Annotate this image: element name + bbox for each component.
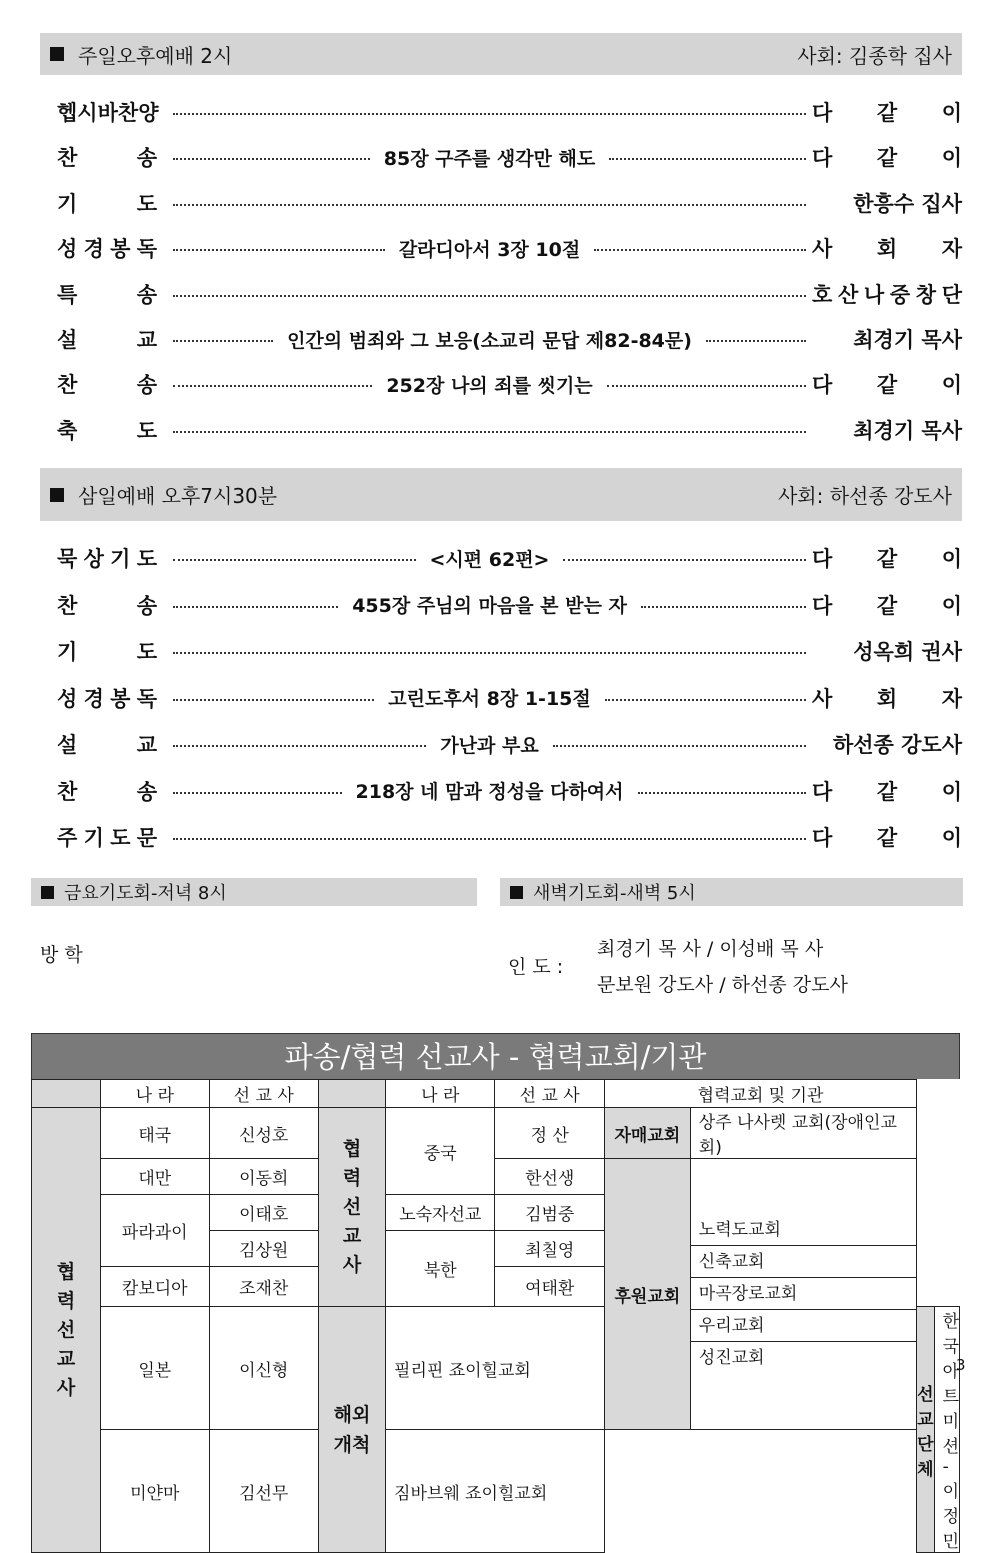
mission-section [31,1033,960,1079]
left-name-3: 김상원 [209,1231,318,1267]
char: 같 [876,101,898,125]
left-name-6: 김선무 [209,1430,318,1553]
char: 기 [83,826,104,850]
header-country: 나 라 [101,1080,210,1108]
dotted-leader [553,745,806,747]
dawn-prayer-title: 새벽기도회-새벽 5시 [533,883,696,904]
overseas-label-part: 개척 [333,1433,371,1456]
sunday-order-row [57,137,962,177]
wednesday-service-header [40,468,962,521]
sunday-order-label [57,415,157,445]
overseas-item-0: 필리핀 죠이힐교회 [386,1307,605,1430]
sister-church: 상주 나사렛 교회(장애인교회) [690,1108,916,1159]
char: 호 [812,282,833,307]
dotted-leader [173,699,374,701]
left-name-0: 신성호 [209,1108,318,1159]
char: 도 [136,191,157,216]
char: 양 [138,101,159,125]
vertical-char: 협 [342,1137,362,1160]
char: 이 [941,779,962,804]
char: 교 [136,733,157,757]
friday-prayer-title: 금요기도회-저녁 8시 [64,883,227,904]
sunday-order-row [57,364,962,404]
square-bullet-icon [510,886,523,899]
char: 교 [136,328,157,352]
char: 찬 [57,593,78,618]
char: 이 [941,547,962,571]
dawn-leaders-line1: 최경기 목 사 / 이성배 목 사 [597,938,824,960]
dotted-leader [638,792,807,794]
char: 송 [136,282,157,307]
dotted-leader [173,249,385,251]
char: 설 [57,733,78,757]
sunday-order-label [57,324,157,354]
char: 회 [876,686,898,711]
org-label: 선교단체 [917,1307,934,1553]
wednesday-order-content: 가난과 부요 [440,734,539,757]
header-blank [32,1080,101,1108]
char: 산 [837,282,859,307]
char: 중 [889,282,911,307]
support-church-item: 노력도교회 [691,1214,916,1246]
wednesday-order-row [57,771,962,811]
left-name-1: 이동희 [209,1159,318,1195]
wednesday-order-label [57,776,157,806]
dotted-leader [609,158,806,160]
wednesday-order-leader-dots [173,731,806,758]
wednesday-order-leader-dots [173,648,806,654]
wednesday-order-content: <시편 62편> [429,548,550,571]
wednesday-order-label [57,822,157,852]
header-country-2: 나 라 [386,1080,495,1108]
wednesday-order-row [57,678,962,718]
char: 창 [915,282,937,307]
vertical-char: 선 [56,1318,76,1341]
square-bullet-icon [50,47,64,61]
left-country-5: 일본 [101,1307,210,1430]
nk-country: 북한 [386,1231,495,1307]
char: 독 [136,686,157,711]
org-name: 한국아트미션 - 이정민 [934,1307,959,1553]
china-name-0: 정 산 [495,1108,604,1159]
char: 같 [876,547,898,571]
overseas-item-1: 짐바브웨 죠이힐교회 [386,1430,605,1553]
friday-prayer-header [31,878,477,906]
support-church-item: 신축교회 [691,1246,916,1278]
dotted-leader [173,559,416,561]
sunday-order-row [57,274,962,314]
char: 주 [57,826,78,850]
support-church-list [690,1159,916,1430]
mid-group-text [319,1135,385,1280]
sunday-order-responsible [812,279,962,309]
laborer-name: 김범중 [495,1195,604,1231]
char: 다 [812,547,833,571]
vertical-char: 선 [342,1195,362,1218]
page-number: 3 [956,1356,966,1374]
char: 이 [941,101,962,125]
wednesday-order-leader-dots [173,545,806,572]
sunday-service-header [40,33,962,75]
char: 회 [876,237,898,262]
sunday-order-leader-dots [173,326,806,353]
char: 헵 [57,101,78,125]
char: 같 [876,146,898,171]
wednesday-order-label [57,543,157,573]
char: 같 [876,779,898,804]
left-country-4: 캄보디아 [101,1267,210,1307]
sunday-order-label [57,97,157,127]
sunday-service-leader: 사회: 김종학 집사 [797,43,952,68]
wednesday-order-content: 218장 네 맘과 정성을 다하여서 [355,781,624,803]
wednesday-order-responsible [812,776,962,806]
sister-church-label: 자매교회 [604,1108,690,1159]
char: 다 [812,593,833,618]
left-name-2: 이태호 [209,1195,318,1231]
overseas-label-part: 해외 [333,1403,371,1426]
dotted-leader [173,652,806,654]
wednesday-order-responsible: 하선종 강도사 [832,733,962,757]
dotted-leader [173,431,806,433]
sunday-order-content: 갈라디아서 3장 10절 [398,238,581,261]
dotted-leader [173,113,806,115]
dawn-leader-label: 인 도 : [508,956,564,978]
friday-note: 방 학 [40,944,83,966]
left-group-label [32,1108,101,1553]
char: 묵 [57,547,78,571]
char: 도 [110,826,131,850]
char: 도 [136,640,157,664]
char: 같 [876,593,898,618]
overseas-label [318,1307,385,1553]
sunday-order-row [57,410,962,450]
wednesday-order-responsible: 성옥희 권사 [853,640,962,664]
char: 기 [57,191,78,216]
wednesday-order-responsible [812,683,962,713]
dotted-leader [563,559,806,561]
sunday-order-responsible: 최경기 목사 [853,328,962,352]
dotted-leader [607,385,806,387]
sunday-order-responsible [812,142,962,172]
wednesday-order-label [57,683,157,713]
char: 이 [941,593,962,618]
dotted-leader [594,249,806,251]
char: 다 [812,373,833,398]
char: 문 [136,826,157,850]
left-country-1: 대만 [101,1159,210,1195]
dawn-prayer-header [500,878,963,906]
char: 독 [136,237,157,262]
left-country-2: 파라과이 [101,1195,210,1267]
support-church-label: 후원교회 [604,1159,690,1430]
sunday-order-leader-dots [173,144,806,171]
char: 송 [136,373,157,398]
header-missionary-2: 선 교 사 [495,1080,604,1108]
sunday-order-leader-dots [173,427,806,433]
overseas-label-text [319,1400,385,1460]
char: 봉 [110,237,131,262]
sunday-order-label [57,233,157,263]
char: 경 [83,686,104,711]
dawn-leaders-line2: 문보원 강도사 / 하선종 강도사 [597,974,848,996]
char: 단 [941,282,962,307]
char: 자 [941,686,962,711]
laborer-country: 노숙자선교 [386,1195,495,1231]
char: 바 [97,101,118,125]
char: 찬 [57,779,78,804]
vertical-char: 사 [342,1253,362,1276]
char: 도 [136,547,157,571]
char: 이 [941,146,962,171]
wednesday-order-responsible [812,590,962,620]
mid-group-label [318,1108,385,1307]
left-country-0: 태국 [101,1108,210,1159]
sunday-order-responsible: 최경기 목사 [853,418,962,443]
char: 성 [57,237,78,262]
wednesday-order-leader-dots [173,777,806,804]
char: 찬 [57,146,78,171]
sunday-order-responsible: 한흥수 집사 [853,191,962,216]
sunday-order-label [57,188,157,218]
wednesday-order-content: 고린도후서 8장 1-15절 [388,688,591,710]
sunday-order-label [57,369,157,399]
char: 다 [812,779,833,804]
dotted-leader [173,158,370,160]
char: 봉 [110,686,131,711]
left-group-text [32,1258,100,1403]
vertical-char: 교 [56,1347,76,1370]
square-bullet-icon [50,488,64,502]
char: 상 [83,547,104,571]
dotted-leader [173,340,273,342]
sunday-order-responsible [812,369,962,399]
char: 송 [136,146,157,171]
vertical-char: 력 [56,1289,76,1312]
dotted-leader [173,792,342,794]
support-church-item: 우리교회 [691,1310,916,1342]
char: 설 [57,328,78,352]
vertical-char: 력 [342,1166,362,1189]
char: 기 [57,640,78,664]
wednesday-order-row [57,631,962,671]
dotted-leader [173,838,806,840]
sunday-order-row [57,319,962,359]
char: 다 [812,826,833,850]
sunday-order-label [57,142,157,172]
vertical-char: 교 [342,1224,362,1247]
sunday-order-responsible [812,97,962,127]
support-church-item: 마곡장로교회 [691,1278,916,1310]
dotted-leader [605,699,806,701]
dotted-leader [641,606,806,608]
sunday-order-leader-dots [173,371,806,398]
wednesday-order-label [57,590,157,620]
dotted-leader [173,385,372,387]
sunday-order-leader-dots [173,109,806,115]
char: 같 [876,373,898,398]
sunday-order-content: 252장 나의 죄를 씻기는 [386,374,593,397]
wednesday-order-row [57,817,962,857]
vertical-char: 사 [56,1376,76,1399]
left-country-6: 미얀마 [101,1430,210,1553]
wednesday-service-leader: 사회: 하선종 강도사 [777,484,952,508]
vertical-char: 협 [56,1260,76,1283]
char: 사 [812,237,833,262]
char: 이 [941,373,962,398]
sunday-service-title: 주일오후예배 2시 [78,43,233,68]
char: 성 [57,686,78,711]
wednesday-order-leader-dots [173,684,806,711]
nk-name-1: 여태환 [495,1267,604,1307]
wednesday-order-responsible [812,822,962,852]
wednesday-order-leader-dots [173,834,806,840]
char: 특 [57,282,78,307]
sunday-order-leader-dots [173,235,806,262]
wednesday-order-label [57,729,157,759]
char: 축 [57,418,78,443]
char: 사 [812,686,833,711]
char: 나 [863,282,885,307]
wednesday-order-responsible [812,543,962,573]
mission-table [31,1079,960,1553]
square-bullet-icon [41,886,54,899]
char: 기 [110,547,131,571]
char: 찬 [57,373,78,398]
dotted-leader [173,204,806,206]
dotted-leader [706,340,806,342]
china-country: 중국 [386,1108,495,1195]
wednesday-order-row [57,585,962,625]
char: 경 [83,237,104,262]
sunday-order-leader-dots [173,200,806,206]
nk-name-0: 최칠영 [495,1231,604,1267]
sunday-order-label [57,279,157,309]
wednesday-order-row [57,724,962,764]
dotted-leader [173,606,338,608]
left-name-4: 조재찬 [209,1267,318,1307]
char: 이 [941,826,962,850]
china-name-1: 한선생 [495,1159,604,1195]
wednesday-order-leader-dots [173,591,806,618]
wednesday-service-title: 삼일예배 오후7시30분 [78,484,278,508]
char: 도 [136,418,157,443]
wednesday-order-label [57,636,157,666]
char: 다 [812,146,833,171]
dotted-leader [173,745,426,747]
mission-title: 파송/협력 선교사 - 협력교회/기관 [31,1033,960,1079]
header-blank-2 [318,1080,385,1108]
header-missionary: 선 교 사 [209,1080,318,1108]
sunday-order-content: 인간의 범죄와 그 보응(소교리 문답 제82-84문) [287,329,692,352]
sunday-order-row [57,228,962,268]
char: 같 [876,826,898,850]
sunday-order-row [57,92,962,132]
char: 송 [136,779,157,804]
char: 자 [941,237,962,262]
sunday-order-leader-dots [173,291,806,297]
char: 다 [812,101,833,125]
wednesday-order-content: 455장 주님의 마음을 본 받는 자 [352,595,627,617]
char: 송 [136,593,157,618]
left-name-5: 이신형 [209,1307,318,1430]
wednesday-order-row [57,538,962,578]
sunday-order-content: 85장 구주를 생각만 해도 [383,147,596,170]
sunday-order-responsible [812,233,962,263]
header-partner-church: 협력교회 및 기관 [604,1080,916,1108]
dotted-leader [173,295,806,297]
char: 찬 [117,101,139,125]
sunday-order-row [57,183,962,223]
char: 시 [77,101,98,125]
support-church-item: 성진교회 [698,1348,765,1368]
